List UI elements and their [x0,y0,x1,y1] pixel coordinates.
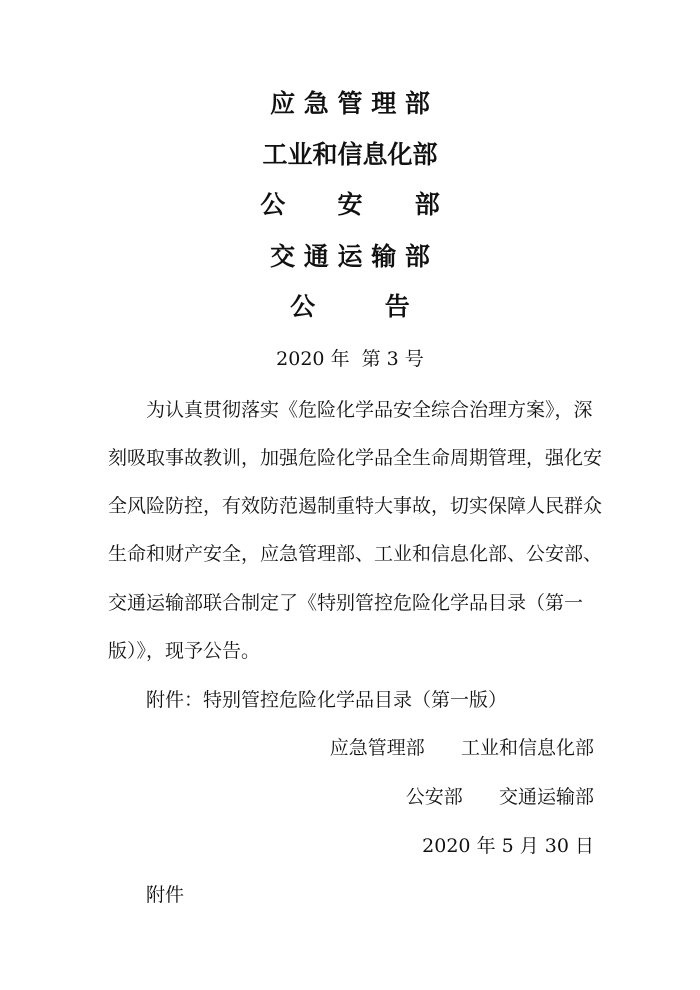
body-line-3: 全风险防控，有效防范遏制重特大事故，切实保障人民群众 [108,495,603,517]
document-number: 2020 年 第 3 号 [276,348,424,370]
attachment-note: 附件：特别管控危险化学品目录（第一版） [146,689,508,711]
body-line-4: 生命和财产安全，应急管理部、工业和信息化部、公安部、 [108,543,603,565]
body-line-2: 刻吸取事故教训，加强危险化学品全生命周期管理，强化安 [108,447,603,469]
signature-line-1: 应急管理部 工业和信息化部 [329,737,594,759]
heading-ministry-transport: 交 通 运 输 部 [270,242,430,271]
heading-ministry-industry: 工业和信息化部 [262,140,438,169]
heading-ministry-emergency: 应 急 管 理 部 [270,89,430,118]
body-line-6: 版）》，现予公告。 [108,640,261,662]
body-line-1: 为认真贯彻落实《危险化学品安全综合治理方案》，深 [146,399,593,421]
issue-date: 2020 年 5 月 30 日 [422,835,594,857]
heading-ministry-public-security: 公 安 部 [260,190,440,219]
body-line-5: 交通运输部联合制定了《特别管控危险化学品目录（第一 [108,592,584,614]
signature-line-2: 公安部 交通运输部 [405,786,594,808]
attachment-label: 附件 [146,884,185,906]
heading-announcement: 公 告 [290,292,410,321]
